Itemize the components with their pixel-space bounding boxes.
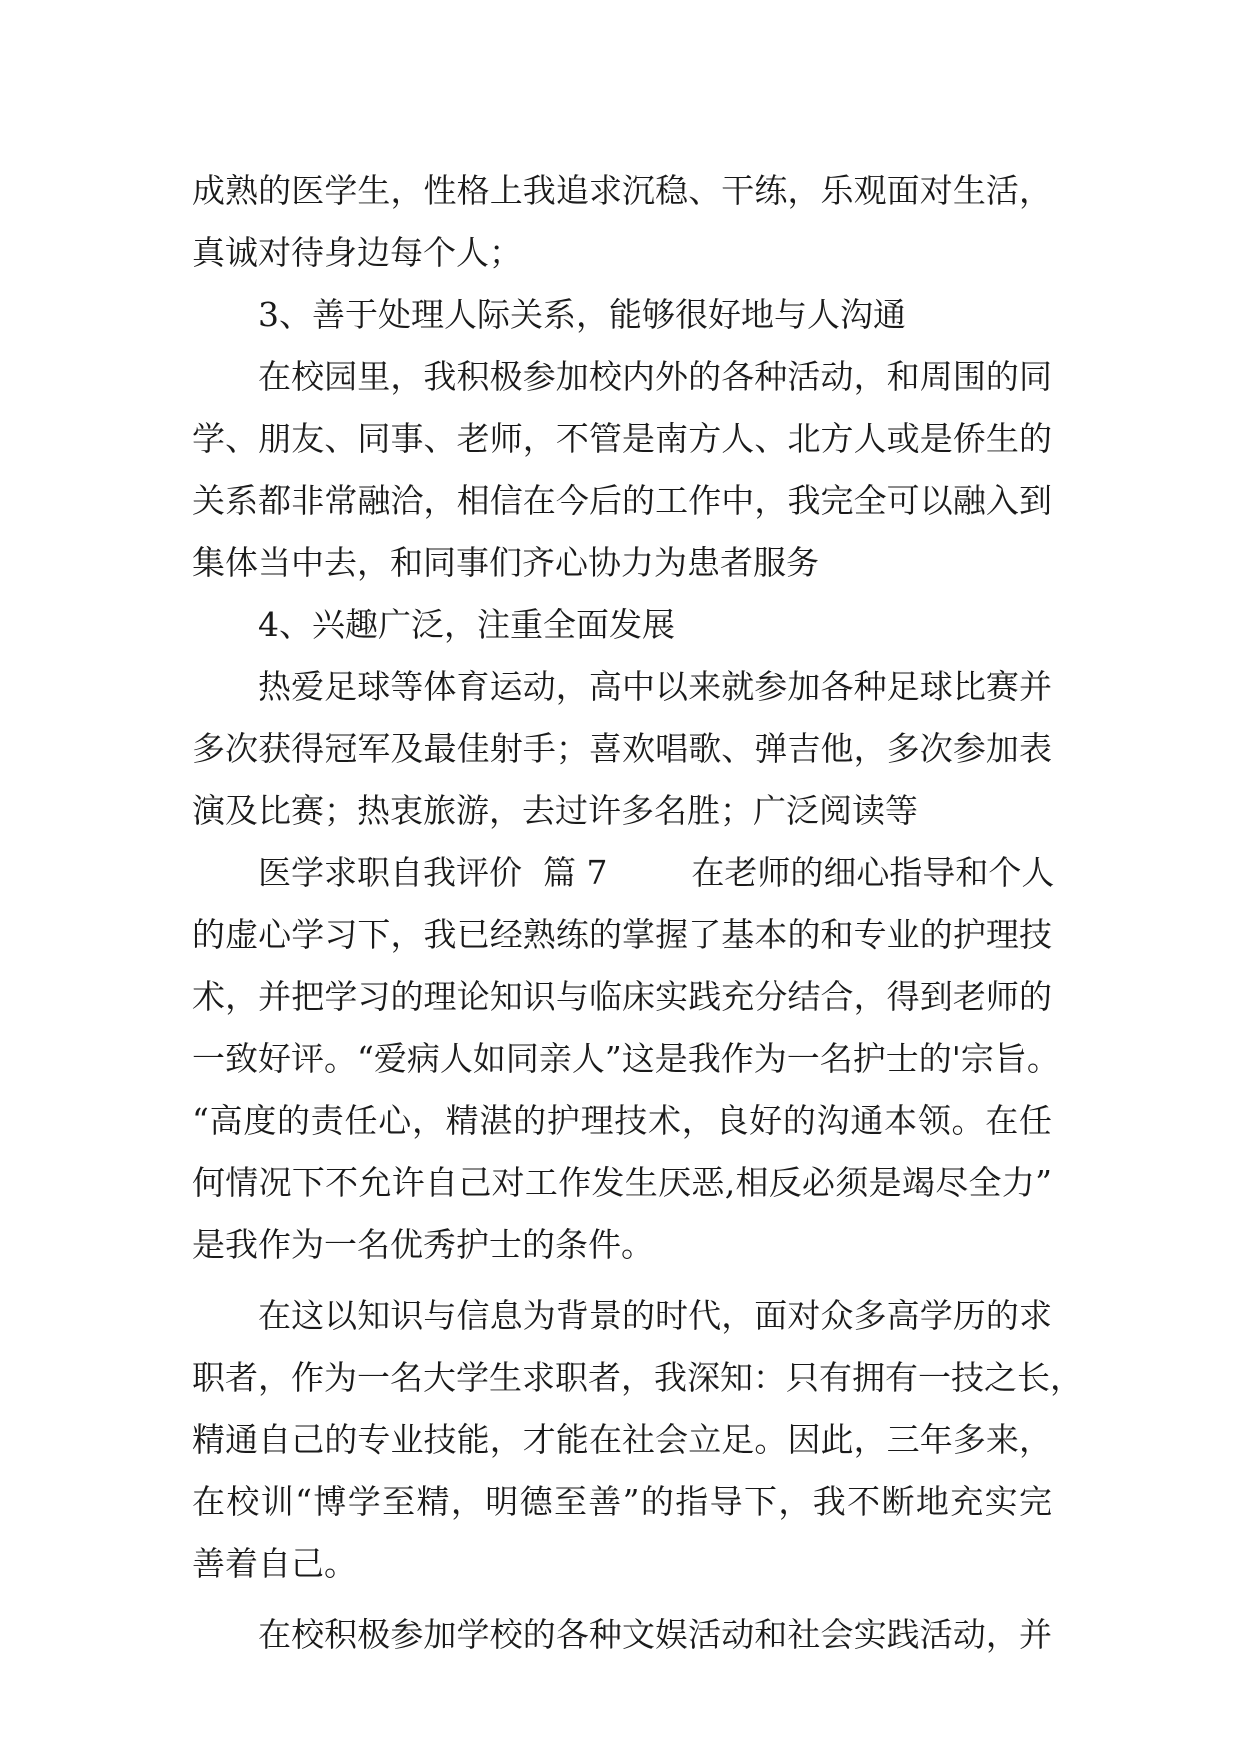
text-line: 职者，作为一名大学生求职者，我深知：只有拥有一技之长， <box>192 1358 1083 1397</box>
text-line: 是我作为一名优秀护士的条件。 <box>192 1225 654 1264</box>
text-line: “高度的责任心，精湛的护理技术，良好的沟通本领。在任 <box>192 1101 1052 1140</box>
text-line: 在校积极参加学校的各种文娱活动和社会实践活动，并 <box>258 1615 1052 1654</box>
text-line: 的虚心学习下，我已经熟练的掌握了基本的和专业的护理技 <box>192 915 1052 954</box>
text-line: 善着自己。 <box>192 1544 357 1583</box>
text-line: 热爱足球等体育运动，高中以来就参加各种足球比赛并 <box>258 667 1052 706</box>
text-line: 演及比赛；热衷旅游，去过许多名胜；广泛阅读等 <box>192 791 918 830</box>
text-line: 学、朋友、同事、老师，不管是南方人、北方人或是侨生的 <box>192 419 1052 458</box>
text-line: 在校园里，我积极参加校内外的各种活动，和周围的同 <box>258 357 1052 396</box>
text-line: 在校训“博学至精，明德至善”的指导下，我不断地充实完 <box>192 1482 1052 1521</box>
text-line: 集体当中去，和同事们齐心协力为患者服务 <box>192 543 819 582</box>
text-line: 真诚对待身边每个人； <box>192 233 522 272</box>
section-title-line: 医学求职自我评价 篇 7 在老师的细心指导和个人 <box>258 853 1055 892</box>
text-line: 术，并把学习的理论知识与临床实践充分结合，得到老师的 <box>192 977 1052 1016</box>
section-heading: 4、兴趣广泛，注重全面发展 <box>258 605 675 644</box>
text-line: 关系都非常融洽，相信在今后的工作中，我完全可以融入到 <box>192 481 1052 520</box>
text-line: 一致好评。“爱病人如同亲人”这是我作为一名护士的'宗旨。 <box>192 1039 1060 1078</box>
document-body <box>192 160 1083 1666</box>
text-line: 成熟的医学生，性格上我追求沉稳、干练，乐观面对生活， <box>192 171 1052 210</box>
text-line: 在这以知识与信息为背景的时代，面对众多高学历的求 <box>258 1296 1052 1335</box>
text-line: 何情况下不允许自己对工作发生厌恶,相反必须是竭尽全力” <box>192 1163 1052 1202</box>
text-line: 多次获得冠军及最佳射手；喜欢唱歌、弹吉他，多次参加表 <box>192 729 1052 768</box>
section-heading: 3、善于处理人际关系，能够很好地与人沟通 <box>258 295 906 334</box>
text-line: 精通自己的专业技能，才能在社会立足。因此，三年多来， <box>192 1420 1052 1459</box>
